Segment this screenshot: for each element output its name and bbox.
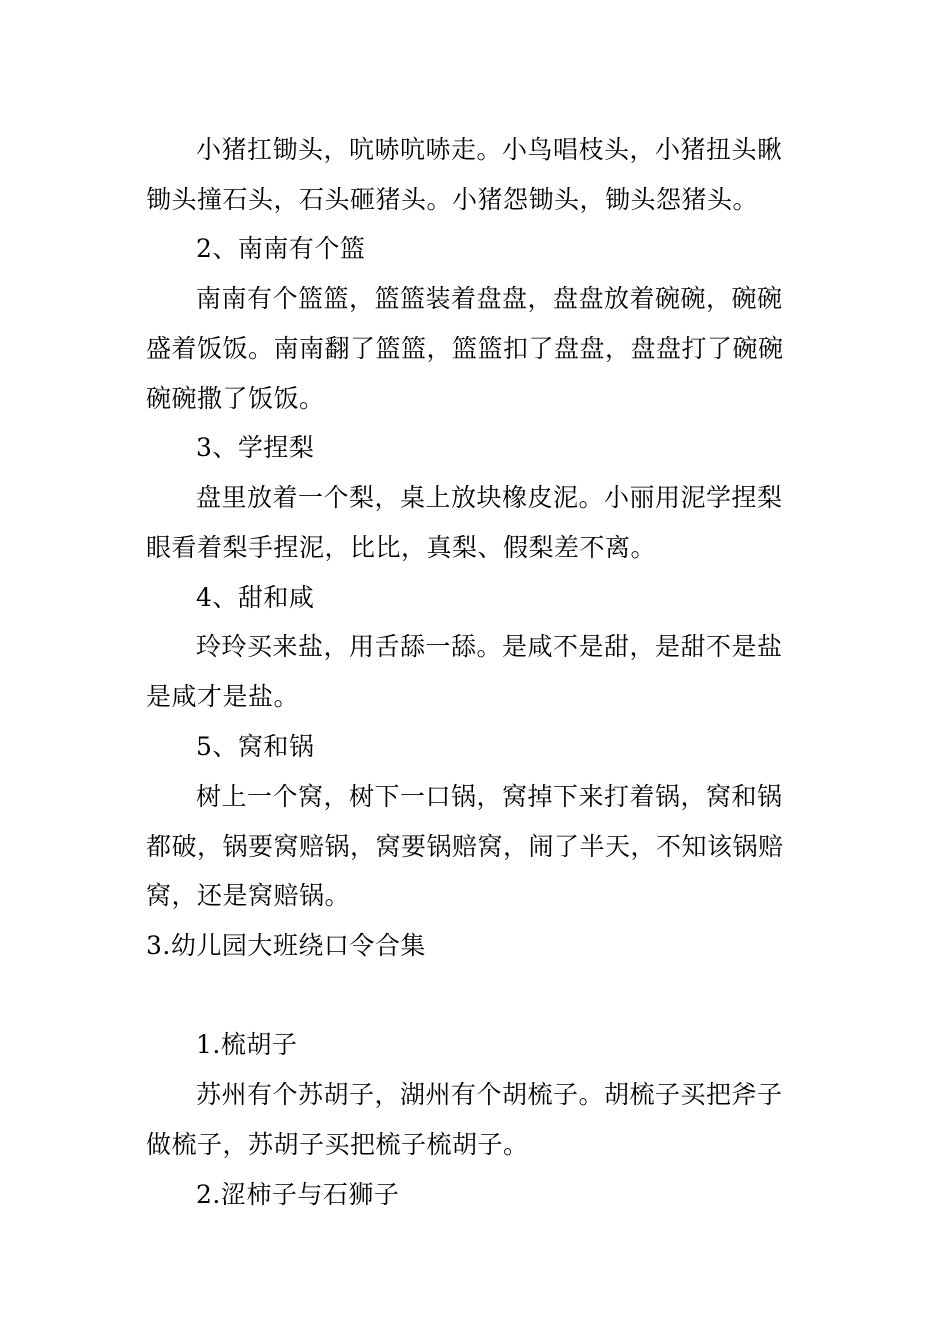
- paragraph-line: 眼看着梨手捏泥，比比，真梨、假梨差不离。: [146, 533, 657, 562]
- paragraph-line: 小猪扛锄头，吭哧吭哧走。小鸟唱枝头，小猪扭头瞅: [196, 135, 783, 164]
- paragraph-line: 窝，还是窝赔锅。: [146, 881, 351, 910]
- chapter-heading: 3.幼儿园大班绕口令合集: [146, 931, 426, 960]
- paragraph-line: 盛着饭饭。南南翻了篮篮，篮篮扣了盘盘，盘盘打了碗碗: [146, 334, 784, 363]
- paragraph-line: 盘里放着一个梨，桌上放块橡皮泥。小丽用泥学捏梨: [196, 483, 783, 512]
- paragraph-line: 苏州有个苏胡子，湖州有个胡梳子。胡梳子买把斧子: [196, 1080, 783, 1109]
- paragraph-line: 是咸才是盐。: [146, 682, 300, 711]
- section-heading: 2、南南有个篮: [196, 234, 366, 263]
- paragraph-line: 玲玲买来盐，用舌舔一舔。是咸不是甜，是甜不是盐: [196, 632, 783, 661]
- section-heading: 5、窝和锅: [196, 732, 315, 761]
- section-heading: 1.梳胡子: [196, 1030, 298, 1059]
- paragraph-line: 南南有个篮篮，篮篮装着盘盘，盘盘放着碗碗，碗碗: [196, 284, 783, 313]
- paragraph-line: 都破，锅要窝赔锅，窝要锅赔窝，闹了半天，不知该锅赔: [146, 832, 784, 861]
- paragraph-line: 锄头撞石头，石头砸猪头。小猪怨锄头，锄头怨猪头。: [146, 185, 759, 214]
- paragraph-line: 碗碗撒了饭饭。: [146, 384, 325, 413]
- section-heading: 2.涩柿子与石狮子: [196, 1180, 400, 1209]
- section-heading: 3、学捏梨: [196, 433, 315, 462]
- paragraph-line: 树上一个窝，树下一口锅，窝掉下来打着锅，窝和锅: [196, 782, 783, 811]
- section-heading: 4、甜和咸: [196, 583, 315, 612]
- paragraph-line: 做梳子，苏胡子买把梳子梳胡子。: [146, 1130, 529, 1159]
